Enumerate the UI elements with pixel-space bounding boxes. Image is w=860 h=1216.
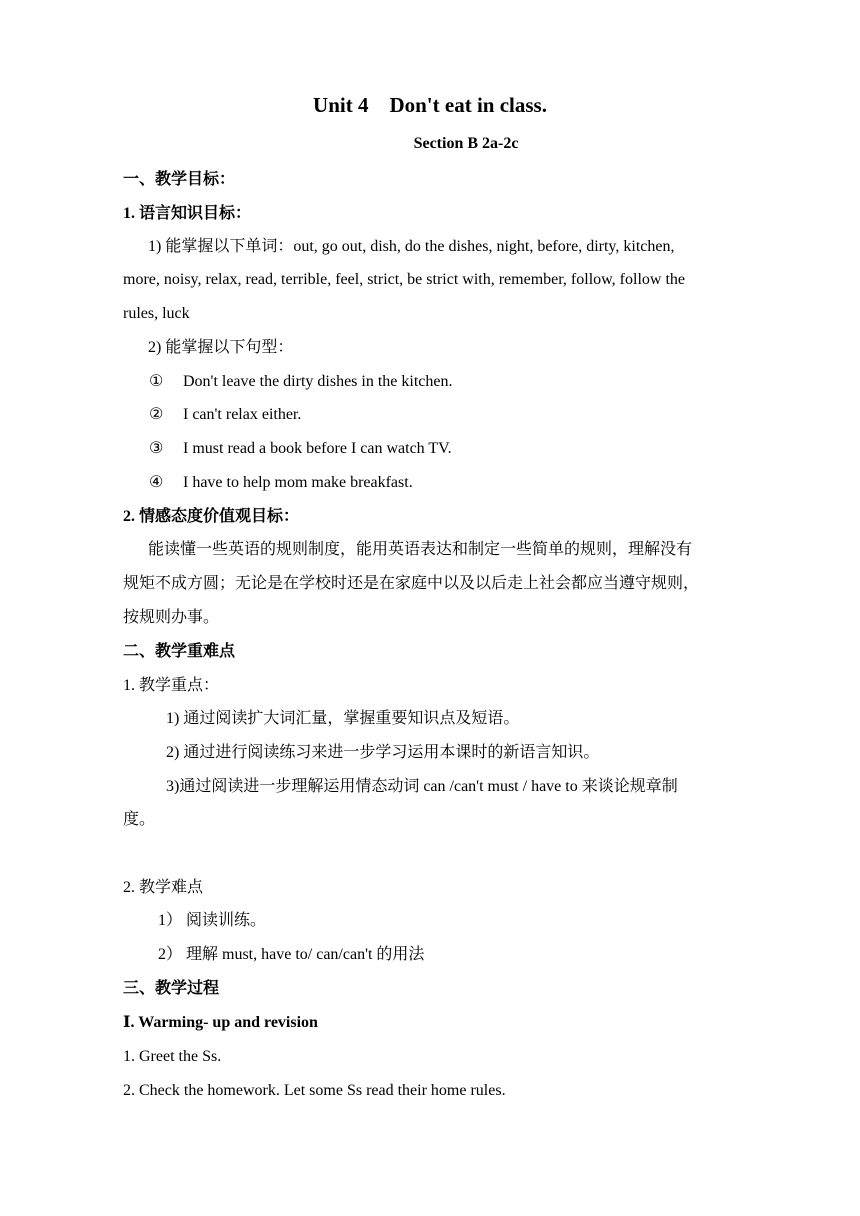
heading-key-points: 1. 教学重点：	[123, 677, 220, 694]
sentence-item	[149, 441, 452, 457]
sentence-text: I must read a book before I can watch TV.	[183, 440, 452, 457]
sentence-number: ②	[149, 406, 164, 423]
heading-key-difficult-points: 二、教学重难点	[123, 643, 236, 660]
sentence-text: I can't relax either.	[183, 406, 302, 423]
step-1-item-2: 2. Check the homework. Let some Ss read their home rules.	[123, 1082, 506, 1099]
heading-attitude-objectives: 2. 情感态度价值观目标：	[123, 508, 300, 525]
sentence-text: Don't leave the dirty dishes in the kitchen.	[183, 373, 453, 390]
sentence-number: ①	[149, 373, 164, 390]
heading-step-1: Ⅰ. Warming- up and revision	[123, 1014, 318, 1031]
sentence-item	[149, 407, 301, 423]
sentence-number: ④	[149, 474, 164, 491]
section-subtitle: Section B 2a-2c	[413, 135, 519, 152]
step-1-item-1: 1. Greet the Ss.	[123, 1048, 222, 1065]
sentence-number: ③	[149, 440, 164, 457]
attitude-line-1: 能读懂一些英语的规则制度，能用英语表达和制定一些简单的规则，理解没有	[148, 541, 693, 558]
key-point-3-line-1: 3)通过阅读进一步理解运用情态动词 can /can't must / have to 来谈论规章制	[166, 778, 678, 795]
page-title: Unit 4 Don't eat in class.	[313, 93, 547, 117]
sentence-item	[149, 374, 452, 390]
heading-language-objectives: 1. 语言知识目标：	[123, 205, 252, 222]
vocab-line-3: rules, luck	[123, 305, 190, 322]
vocab-line-2: more, noisy, relax, read, terrible, feel, strict, be strict with, remember, follow, follow the	[123, 271, 685, 288]
heading-teaching-objectives: 一、教学目标：	[123, 171, 236, 188]
vocab-line-1: 1) 能掌握以下单词：out, go out, dish, do the dishes, night, before, dirty, kitchen,	[148, 238, 675, 255]
sentence-text: I have to help mom make breakfast.	[183, 474, 413, 491]
key-point-1: 1) 通过阅读扩大词汇量，掌握重要知识点及短语。	[166, 710, 520, 727]
heading-difficult-points: 2. 教学难点	[123, 879, 204, 896]
sentences-heading: 2) 能掌握以下句型：	[148, 339, 294, 356]
heading-teaching-process: 三、教学过程	[123, 980, 220, 997]
attitude-line-3: 按规则办事。	[123, 609, 220, 626]
difficult-point-1: 1） 阅读训练。	[158, 912, 267, 929]
attitude-line-2: 规矩不成方圆；无论是在学校时还是在家庭中以及以后走上社会都应当遵守规则，	[123, 575, 700, 592]
key-point-2: 2) 通过进行阅读练习来进一步学习运用本课时的新语言知识。	[166, 744, 600, 761]
difficult-point-2: 2） 理解 must, have to/ can/can't 的用法	[158, 946, 425, 963]
sentence-item	[149, 475, 413, 491]
key-point-3-line-2: 度。	[123, 811, 156, 828]
